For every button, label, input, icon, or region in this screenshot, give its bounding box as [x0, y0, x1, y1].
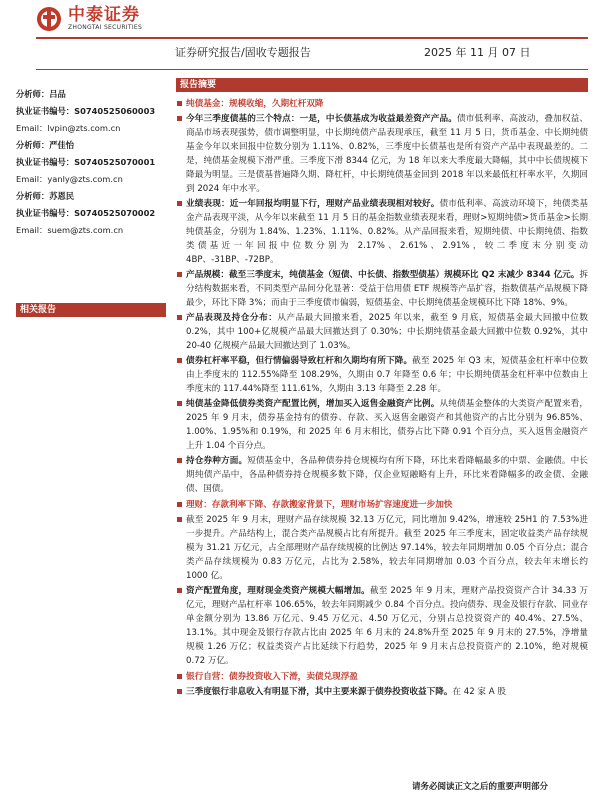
bullet-text: 从纯债基金整体的大类资产配置来看，2025 年 9 月末，债券基金持有的债券、存款、买入返售金融资产和其他资产的占比分别为 96.85%、1.00%、1.95%和 0.19%，和 2025 年 6 月末相比，债券占比下降 0.91 个百分点，买入返售金融资产上升 1.04 个百分点。 [186, 399, 588, 451]
bullet-lead: 业绩表现：近一年回报均明显下行，理财产品业绩表现相对较好。 [186, 199, 440, 209]
bullet-lead: 今年三季度债基的三个特点：一是，中长债基成为收益最差资产产品。 [186, 114, 457, 124]
bullet-lead: 持仓券种方面。 [186, 456, 248, 466]
summary-section [176, 670, 588, 699]
summary-bullet [176, 685, 588, 699]
summary-bullet [176, 311, 588, 353]
zhongtai-logo-icon [36, 6, 62, 32]
bullet-lead: 产品规模：截至三季度末，纯债基金（短债、中长债、指数型债基）规模环比 Q2 末减少 8344 亿元。 [186, 270, 580, 280]
bullet-text: 债市低利率、高波动环境下，纯债类基金产品表现平淡，从今年以来截至 11 月 5 日的基金指数业绩表现来看，理财>短期纯债>货币基金>长期纯债基金，分别为 1.84%、1.23%、1.11%、0.82%。从产品回报来看，短期纯债、中长期纯债、指数类债基近一年回报中位数分别为 2.17%、2.61%、2.91%，较二季度末分别变动 4BP、-31BP、-72BP。 [186, 199, 588, 265]
section-title: 理财：存款利率下降、存款搬家背景下，理财市场扩容速度进一步加快 [176, 498, 588, 512]
analyst-name-row: 分析师：苏恩民 [16, 191, 75, 201]
analyst-email-row[interactable]: Email：yanly@zts.com.cn [16, 174, 123, 184]
disclaimer-footer: 请务必阅读正文之后的重要声明部分 [412, 782, 549, 792]
analyst-email-row[interactable]: Email：lvpin@zts.com.cn [16, 123, 121, 133]
related-reports-header: 相关报告 [16, 303, 166, 317]
brand-name-cn: 中泰证券 [68, 5, 140, 25]
summary-body [176, 95, 588, 700]
summary-section [176, 97, 588, 496]
header-divider-bottom [36, 69, 588, 70]
section-title: 纯债基金：规模收缩，久期杠杆双降 [176, 97, 588, 111]
analyst-sidebar [16, 86, 166, 239]
summary-bullet [176, 268, 588, 310]
bullet-text: 债市低利率、高波动，叠加权益、商品市场表现强势，债市调整明显，中长期纯债产品表现承压，截至 11 月 5 日，货币基金、中长期纯债基金今年以来回报中位数分别为 1.11%、0.82%，三季度中长债基也是所有资产产品中表现最差的。二是，纯债基金规模下滑严重。三季度下滑 8344 亿元，为 18 年以来大季度最大降幅，其中中长债规模下降最为明显。三是债基普遍降久期、降杠杆，中长期纯债基金回到 2018 年以来最低杠杆率水平，久期回到 2024 年中水平。 [186, 114, 588, 194]
bullet-lead: 纯债基金降低债券类资产配置比例，增加买入返售金融资产比例。 [186, 399, 440, 409]
summary-bullet [176, 513, 588, 583]
bullet-text: 截至 2025 年 Q3 末，短债基金杠杆率中位数由上季度末的 112.55%降至 108.29%，久期由 0.7 年降至 0.6 年；中长期纯债基金杠杆率中位数由上季度末的 117.44%降至 111.61%，久期由 3.13 年降至 2.28 年。 [186, 356, 588, 394]
summary-bullet [176, 584, 588, 668]
bullet-text: 截至 2025 年 9 月末，理财产品存续规模 32.13 万亿元，同比增加 9.42%，增速较 25H1 的 7.53%进一步提升。产品结构上，混合类产品规模占比有所提升。截至 2025 年三季度末，固定收益类产品存续规模为 31.21 万亿元，占全部理财产品存续规模的比例达 97.14%，较去年同期增加 0.05 个百分点；混合类产品存续规模为 0.83 万亿元，占比为 2.58%，较去年同期增加 0.03 个百分点，较去年末增长约 1000 亿。 [186, 515, 588, 581]
report-date: 2025 年 11 月 07 日 [424, 46, 531, 59]
bullet-text: 截至 2025 年 9 月末，理财产品投资资产合计 34.33 万亿元，理财产品杠杆率 106.65%，较去年同期减少 0.84 个百分点。投向债券、现金及银行存款、同业存单金额分别为 13.86 万亿元、9.45 万亿元、4.50 万亿元，分别占总投资资产的 40.4%、27.5%、13.1%。其中现金及银行存款占比由 2025 年 6 月末的 24.8%升至 2025 年 9 月末的 27.5%，净增量规模 1.26 万亿；权益类资产占比延续下行趋势，2025 年 9 月末占总投资资产的 2.10%，绝对规模 0.72 万亿。 [186, 586, 588, 666]
bullet-text: 从产品最大回撤来看，2025 年以来，截至 9 月底，短债基金最大回撤中位数 0.2%，其中 100+亿规模产品最大回撤达到了 0.30%；中长期纯债基金最大回撤中位数 0.92%，其中 20-40 亿规模产品最大回撤达到了 1.03%。 [186, 313, 588, 351]
bullet-lead: 产品表现及持仓分布： [186, 313, 278, 323]
summary-section [176, 498, 588, 668]
analyst-cert-row: 执业证书编号：S0740525060003 [16, 106, 156, 116]
summary-bullet [176, 197, 588, 267]
bullet-text: 短债基金中，各品种债券持仓规模均有所下降，环比来看降幅最多的中票、金融债。中长期纯债产品中，各品种债券持仓规模多数下降，仅企业短融略有上升，环比来看降幅多的政金债、金融债、国债。 [186, 456, 588, 494]
summary-bullet [176, 397, 588, 453]
section-title: 银行自营：债券投资收入下滑，卖债兑现浮盈 [176, 670, 588, 684]
bullet-text: 拆分结构数据来看，不同类型产品间分化显著：受益于信用债 ETF 规模等产品扩容，指数债基产品规模下降最少，环比下降 3%；而由于三季度债市偏弱，短债基金、中长期纯债基金规模环比下降 18%、9%。 [186, 270, 588, 308]
bullet-lead: 资产配置角度，理财现金类资产规模大幅增加。 [186, 586, 370, 596]
header-divider [36, 37, 588, 39]
report-type: 证券研究报告/固收专题报告 [175, 46, 311, 59]
bullet-lead: 三季度银行非息收入有明显下滑，其中主要来源于债券投资收益下降。 [186, 687, 453, 697]
bullet-text: 在 42 家 A 股 [452, 687, 506, 697]
summary-bullet [176, 454, 588, 496]
bullet-lead: 债券杠杆率平稳，但行情偏弱导致杠杆和久期均有所下降。 [186, 356, 413, 366]
summary-bullet [176, 354, 588, 396]
analyst-cert-row: 执业证书编号：S0740525070001 [16, 157, 156, 167]
analyst-email-row[interactable]: Email：suem@zts.com.cn [16, 225, 124, 235]
analyst-name-row: 分析师：吕品 [16, 89, 66, 99]
analyst-name-row: 分析师：严佳怡 [16, 140, 75, 150]
summary-bullet [176, 112, 588, 196]
summary-header: 报告摘要 [176, 78, 588, 92]
brand-name-en: ZHONGTAI SECURITIES [68, 24, 143, 31]
brand-logo [36, 6, 142, 32]
analyst-cert-row: 执业证书编号：S0740525070002 [16, 208, 156, 218]
